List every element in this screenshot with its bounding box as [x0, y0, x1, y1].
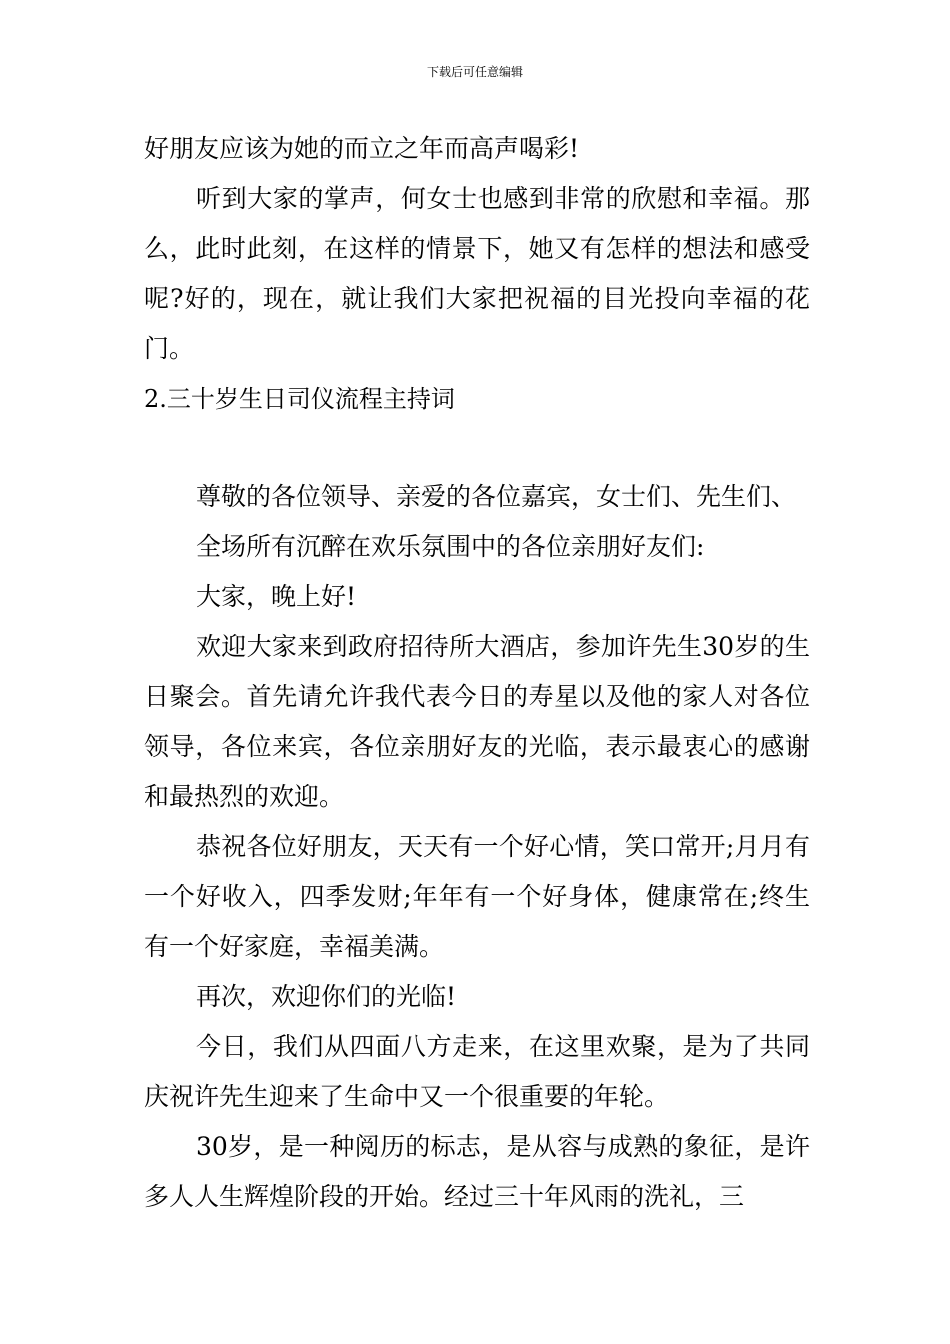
- paragraph: 今日，我们从四面八方走来，在这里欢聚，是为了共同庆祝许先生迎来了生命中又一个很重要的年轮。: [144, 1032, 810, 1111]
- paragraph-salutation: 尊敬的各位领导、亲爱的各位嘉宾，女士们、先生们、: [196, 482, 797, 511]
- paragraph: 欢迎大家来到政府招待所大酒店，参加许先生30岁的生日聚会。首先请允许我代表今日的寿星以及他的家人对各位领导，各位来宾，各位亲朋好友的光临，表示最衷心的感谢和最热烈的欢迎。: [144, 632, 810, 811]
- paragraph: 听到大家的掌声，何女士也感到非常的欣慰和幸福。那么，此时此刻，在这样的情景下，她又有怎样的想法和感受呢?好的，现在，就让我们大家把祝福的目光投向幸福的花门。: [144, 184, 810, 363]
- paragraph-greeting: 大家，晚上好!: [196, 582, 357, 611]
- page-header-note: 下载后可任意编辑: [426, 65, 523, 79]
- paragraph: 恭祝各位好朋友，天天有一个好心情，笑口常开;月月有一个好收入，四季发财;年年有一个好身体，健康常在;终生有一个好家庭，幸福美满。: [144, 832, 810, 961]
- section-heading: 2.三十岁生日司仪流程主持词: [144, 385, 455, 413]
- paragraph: 30岁，是一种阅历的标志，是从容与成熟的象征，是许多人人生辉煌阶段的开始。经过三十年风雨的洗礼，三: [144, 1132, 810, 1211]
- document-body: [144, 124, 810, 1222]
- paragraph: 好朋友应该为她的而立之年而高声喝彩!: [144, 134, 580, 163]
- paragraph-salutation: 全场所有沉醉在欢乐氛围中的各位亲朋好友们:: [196, 532, 705, 561]
- paragraph: 再次，欢迎你们的光临!: [196, 982, 457, 1011]
